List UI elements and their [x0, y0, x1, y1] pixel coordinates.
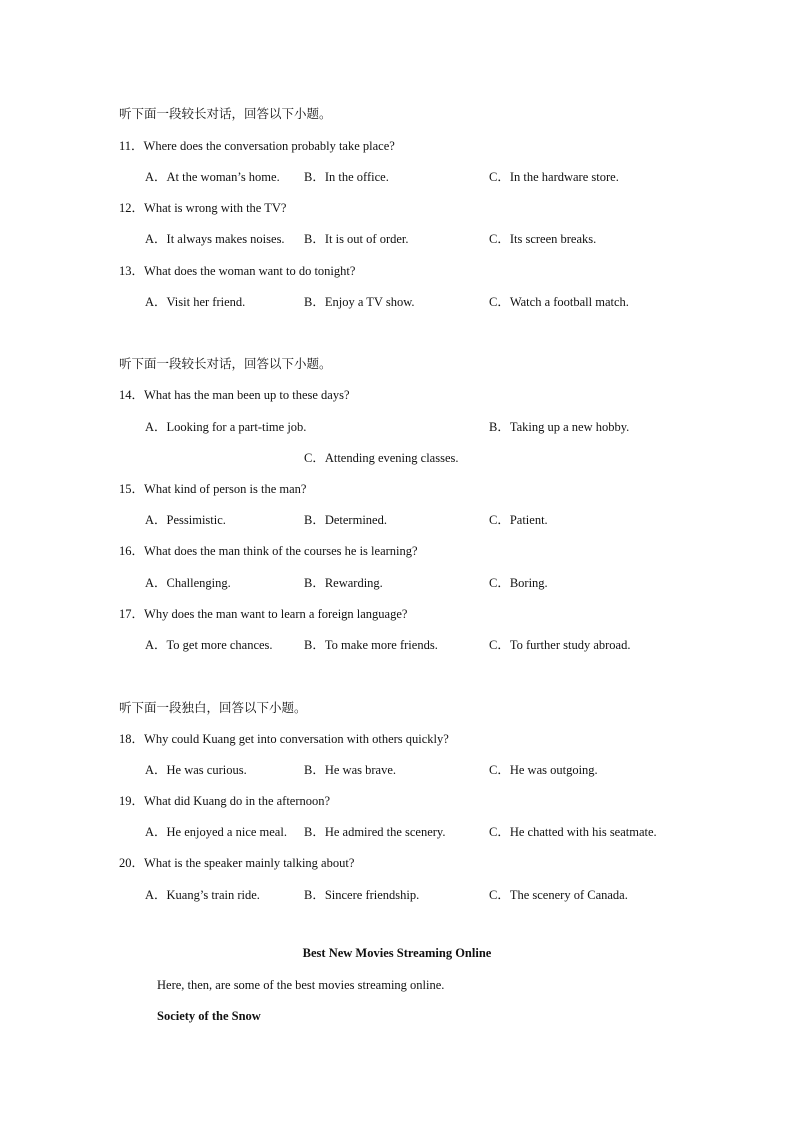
option-15-b: B．Determined. — [304, 513, 387, 527]
option-20-c: C．The scenery of Canada. — [489, 888, 628, 902]
question-text: What has the man been up to these days? — [144, 388, 350, 402]
article-title: Best New Movies Streaming Online — [302, 946, 492, 960]
question-number: 19． — [119, 794, 145, 808]
question-number: 16． — [119, 544, 145, 558]
option-11-c: C．In the hardware store. — [489, 170, 619, 184]
option-17-c: C．To further study abroad. — [489, 638, 631, 652]
option-15-c: C．Patient. — [489, 513, 548, 527]
question-number: 17． — [119, 607, 145, 621]
question-16 — [119, 541, 418, 559]
option-13-b: B．Enjoy a TV show. — [304, 295, 415, 309]
question-text: Where does the conversation probably take place? — [143, 139, 395, 153]
option-14-a: A．Looking for a part-time job. — [145, 420, 307, 434]
option-19-b: B．He admired the scenery. — [304, 825, 446, 839]
question-text: Why could Kuang get into conversation with others quickly? — [144, 732, 449, 746]
section-instruction-3: 听下面一段独白，回答以下小题。 — [119, 700, 307, 715]
option-20-b: B．Sincere friendship. — [304, 888, 420, 902]
option-20-a: A．Kuang’s train ride. — [145, 888, 260, 902]
option-16-b: B．Rewarding. — [304, 576, 383, 590]
question-number: 12． — [119, 201, 145, 215]
question-text: What does the woman want to do tonight? — [144, 264, 356, 278]
question-15 — [119, 479, 306, 497]
option-16-a: A．Challenging. — [145, 576, 231, 590]
section-instruction-2: 听下面一段较长对话，回答以下小题。 — [119, 356, 332, 371]
option-11-a: A．At the woman’s home. — [145, 170, 280, 184]
question-12 — [119, 198, 286, 216]
question-20 — [119, 853, 354, 871]
option-19-c: C．He chatted with his seatmate. — [489, 825, 657, 839]
option-18-b: B．He was brave. — [304, 763, 396, 777]
question-number: 11． — [119, 139, 144, 153]
article-subheading: Society of the Snow — [157, 1009, 261, 1023]
option-17-b: B．To make more friends. — [304, 638, 438, 652]
question-text: What is the speaker mainly talking about? — [144, 856, 355, 870]
option-14-b: B．Taking up a new hobby. — [489, 420, 630, 434]
option-15-a: A．Pessimistic. — [145, 513, 226, 527]
option-17-a: A．To get more chances. — [145, 638, 273, 652]
question-11 — [119, 136, 395, 154]
question-number: 18． — [119, 732, 145, 746]
option-13-a: A．Visit her friend. — [145, 295, 246, 309]
option-13-c: C．Watch a football match. — [489, 295, 629, 309]
question-text: What did Kuang do in the afternoon? — [144, 794, 331, 808]
question-text: What kind of person is the man? — [144, 482, 307, 496]
option-12-b: B．It is out of order. — [304, 232, 409, 246]
question-14 — [119, 385, 350, 403]
question-number: 14． — [119, 388, 145, 402]
option-12-c: C．Its screen breaks. — [489, 232, 597, 246]
question-17 — [119, 604, 407, 622]
question-18 — [119, 729, 449, 747]
option-16-c: C．Boring. — [489, 576, 548, 590]
section-instruction-1: 听下面一段较长对话，回答以下小题。 — [119, 106, 332, 121]
article-intro: Here, then, are some of the best movies streaming online. — [157, 978, 445, 992]
question-text: Why does the man want to learn a foreign language? — [144, 607, 408, 621]
option-12-a: A．It always makes noises. — [145, 232, 285, 246]
question-text: What does the man think of the courses he is learning? — [144, 544, 418, 558]
question-text: What is wrong with the TV? — [144, 201, 287, 215]
option-18-c: C．He was outgoing. — [489, 763, 598, 777]
question-number: 15． — [119, 482, 145, 496]
option-14-c: C．Attending evening classes. — [304, 451, 459, 465]
question-19 — [119, 791, 330, 809]
question-13 — [119, 261, 355, 279]
option-11-b: B．In the office. — [304, 170, 389, 184]
question-number: 20． — [119, 856, 145, 870]
option-19-a: A．He enjoyed a nice meal. — [145, 825, 287, 839]
question-number: 13． — [119, 264, 145, 278]
option-18-a: A．He was curious. — [145, 763, 247, 777]
